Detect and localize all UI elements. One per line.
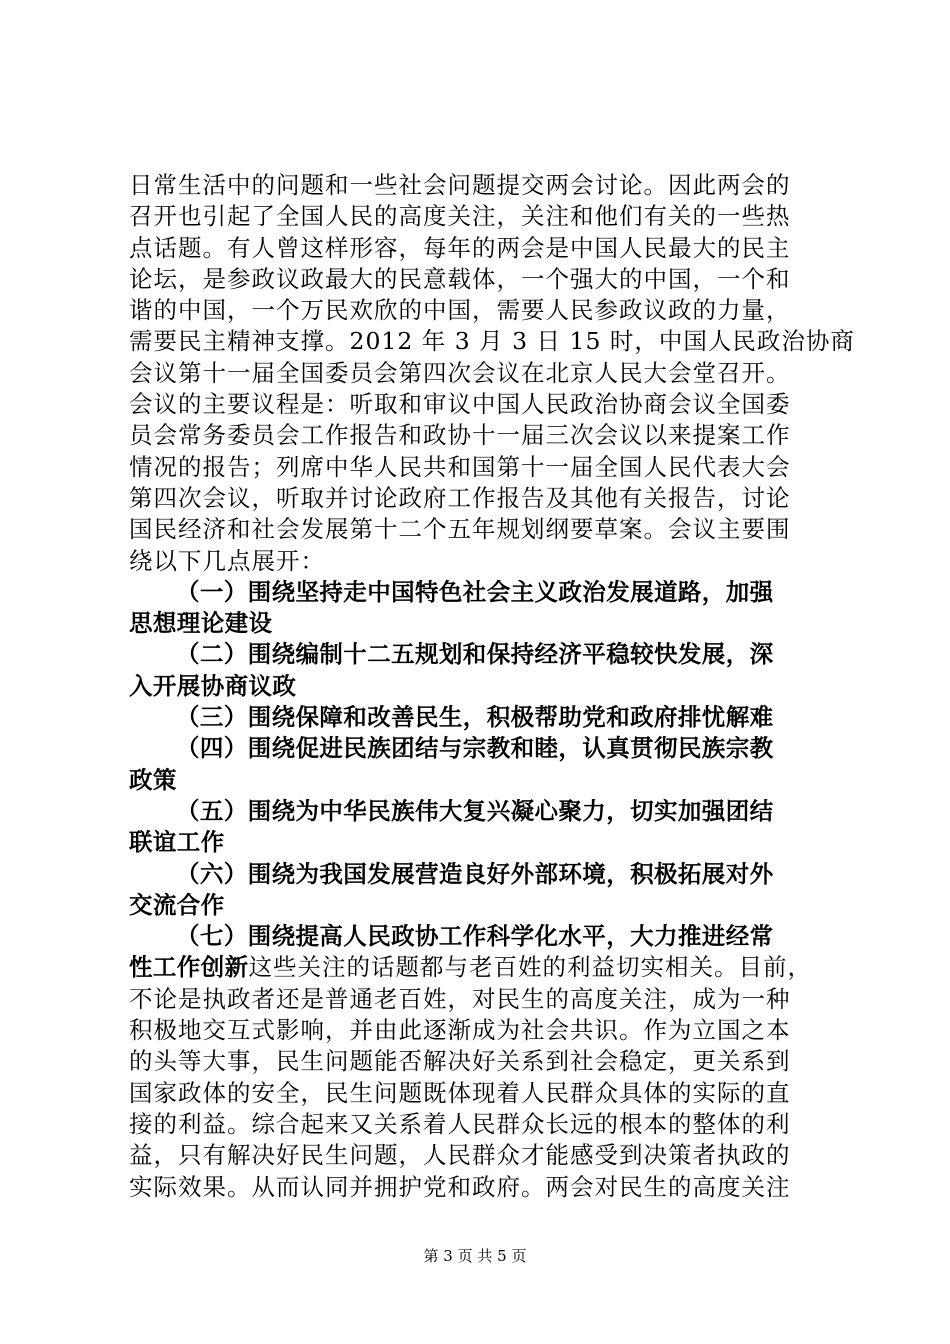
text-line: 绕以下几点展开：	[129, 546, 325, 575]
text-line: 实际效果。从而认同并拥护党和政府。两会对民生的高度关注	[129, 1172, 791, 1201]
text-line: 第四次会议，听取并讨论政府工作报告及其他有关报告，讨论	[129, 483, 791, 512]
text-line: （三）围绕保障和改善民生，积极帮助党和政府排忧解难	[176, 703, 774, 732]
text-line: 积极地交互式影响，并由此逐渐成为社会共识。作为立国之本	[129, 1016, 791, 1045]
text-line: 入开展协商议政	[129, 671, 297, 700]
page-footer: 第 3 页 共 5 页	[423, 1247, 527, 1265]
text-line: 需要民主精神支撑。2012 年 3 月 3 日 15 时，中国人民政治协商	[129, 327, 855, 356]
text-line-regular-part: 这些关注的话题都与老百姓的利益切实相关。目前，	[248, 953, 812, 982]
text-line: 日常生活中的问题和一些社会问题提交两会讨论。因此两会的	[129, 171, 791, 199]
text-line: 情况的报告；列席中华人民共和国第十一届全国人民代表大会	[129, 452, 791, 481]
text-line: 点话题。有人曾这样形容，每年的两会是中国人民最大的民主	[129, 233, 791, 262]
text-line: 的头等大事，民生问题能否解决好关系到社会稳定，更关系到	[129, 1047, 791, 1076]
document-body	[129, 170, 855, 1203]
text-line: 联谊工作	[129, 828, 225, 857]
text-line: 会议第十一届全国委员会第四次会议在北京人民大会堂召开。	[129, 358, 791, 387]
text-line-bold-part: 性工作创新	[129, 953, 249, 982]
text-line: 国民经济和社会发展第十二个五年规划纲要草案。会议主要围	[129, 515, 791, 544]
text-line: 谐的中国，一个万民欢欣的中国，需要人民参政议政的力量，	[129, 296, 791, 325]
text-line: 论坛，是参政议政最大的民意载体，一个强大的中国，一个和	[129, 264, 791, 293]
text-line	[129, 952, 834, 983]
text-line: 会议的主要议程是：听取和审议中国人民政治协商会议全国委	[129, 390, 791, 419]
text-line: 益，只有解决好民生问题，人民群众才能感受到决策者执政的	[129, 1141, 791, 1170]
text-line: （一）围绕坚持走中国特色社会主义政治发展道路，加强	[176, 577, 774, 606]
text-line: （四）围绕促进民族团结与宗教和睦，认真贯彻民族宗教	[176, 734, 774, 763]
text-line: 召开也引起了全国人民的高度关注，关注和他们有关的一些热	[129, 202, 791, 231]
text-line: （六）围绕为我国发展营造良好外部环境，积极拓展对外	[176, 859, 774, 888]
text-line: 员会常务委员会工作报告和政协十一届三次会议以来提案工作	[129, 421, 791, 450]
text-line: 不论是执政者还是普通老百姓，对民生的高度关注，成为一种	[129, 984, 791, 1013]
text-line: （七）围绕提高人民政协工作科学化水平，大力推进经常	[176, 922, 774, 951]
text-line: 政策	[129, 765, 177, 794]
text-line: 接的利益。综合起来又关系着人民群众长远的根本的整体的利	[129, 1109, 791, 1138]
text-line: 交流合作	[129, 890, 225, 919]
text-line: （二）围绕编制十二五规划和保持经济平稳较快发展，深	[176, 640, 774, 669]
text-line: （五）围绕为中华民族伟大复兴凝心聚力，切实加强团结	[176, 796, 774, 825]
text-line: 国家政体的安全，民生问题既体现着人民群众具体的实际的直	[129, 1078, 791, 1107]
text-line: 思想理论建设	[129, 609, 273, 638]
